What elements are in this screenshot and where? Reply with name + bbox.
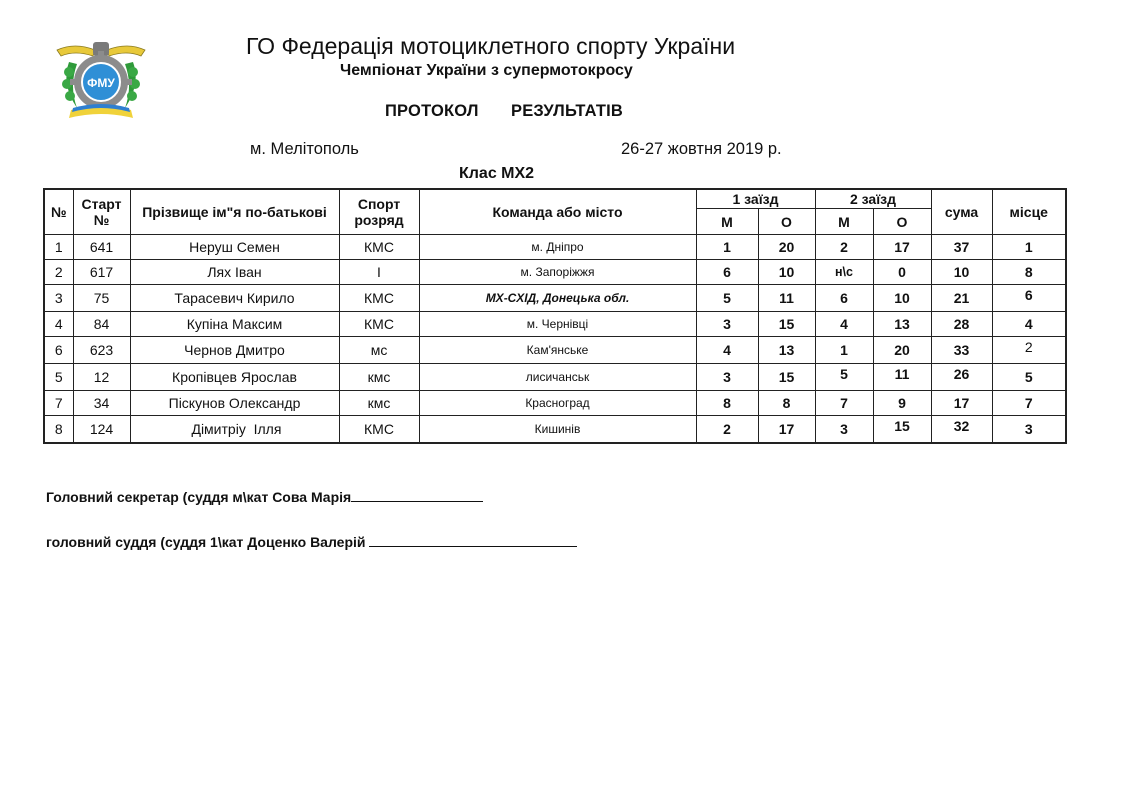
sport-rank: КМС — [339, 285, 419, 312]
rider-name: Тарасевич Кирило — [130, 285, 339, 312]
race1-points: 13 — [758, 337, 815, 364]
race1-points: 17 — [758, 416, 815, 444]
event-city: м. Мелітополь — [250, 140, 359, 158]
table-row — [44, 391, 1066, 416]
team: м. Чернівці — [419, 312, 696, 337]
judge-label: головний суддя (суддя 1\кат Доценко Валерій — [46, 534, 370, 550]
protocol-title: ПРОТОКОЛ РЕЗУЛЬТАТІВ — [385, 102, 624, 120]
svg-text:ФМУ: ФМУ — [87, 76, 115, 90]
sum: 26 — [931, 364, 992, 391]
start-number: 617 — [73, 260, 130, 285]
judge-signature — [46, 534, 577, 550]
col-race2-place: М — [815, 209, 873, 235]
race2-place: 1 — [815, 337, 873, 364]
final-place: 4 — [992, 312, 1066, 337]
secretary-label: Головний секретар (суддя м\кат Сова Марія — [46, 489, 352, 505]
start-number: 641 — [73, 235, 130, 260]
race1-points: 11 — [758, 285, 815, 312]
final-place: 6 — [992, 285, 1066, 312]
table-row — [44, 416, 1066, 444]
sport-rank: кмс — [339, 364, 419, 391]
col-race2-points: О — [873, 209, 931, 235]
team: лисичанськ — [419, 364, 696, 391]
rider-name: Піскунов Олександр — [130, 391, 339, 416]
race1-place: 6 — [696, 260, 758, 285]
organization-title: ГО Федерація мотоциклетного спорту України — [246, 33, 736, 59]
secretary-signature — [46, 489, 483, 505]
race1-place: 2 — [696, 416, 758, 444]
race2-points: 15 — [873, 416, 931, 444]
row-num: 2 — [44, 260, 73, 285]
table-row — [44, 235, 1066, 260]
col-race2: 2 заїзд — [815, 189, 931, 209]
rider-name: Купіна Максим — [130, 312, 339, 337]
row-num: 5 — [44, 364, 73, 391]
col-sum: сума — [931, 189, 992, 235]
race2-place: 3 — [815, 416, 873, 444]
col-start-line1: Старт — [81, 196, 122, 212]
final-place: 7 — [992, 391, 1066, 416]
sum: 32 — [931, 416, 992, 444]
final-place: 5 — [992, 364, 1066, 391]
col-team: Команда або місто — [419, 189, 696, 235]
col-rank-line2: розряд — [354, 212, 404, 228]
race1-points: 15 — [758, 312, 815, 337]
team: Кам'янське — [419, 337, 696, 364]
table-row — [44, 364, 1066, 391]
race2-points: 11 — [873, 364, 931, 391]
race2-points: 9 — [873, 391, 931, 416]
team: Кишинів — [419, 416, 696, 444]
sum: 21 — [931, 285, 992, 312]
col-race1-place: М — [696, 209, 758, 235]
rider-name: Кропівцев Ярослав — [130, 364, 339, 391]
sport-rank: КМС — [339, 312, 419, 337]
race2-place: 4 — [815, 312, 873, 337]
col-race1: 1 заїзд — [696, 189, 815, 209]
sport-rank: мс — [339, 337, 419, 364]
col-race1-points: О — [758, 209, 815, 235]
race2-points: 20 — [873, 337, 931, 364]
race1-place: 5 — [696, 285, 758, 312]
start-number: 623 — [73, 337, 130, 364]
race2-place: н\с — [815, 260, 873, 285]
race2-points: 13 — [873, 312, 931, 337]
final-place: 8 — [992, 260, 1066, 285]
sum: 28 — [931, 312, 992, 337]
start-number: 84 — [73, 312, 130, 337]
start-number: 124 — [73, 416, 130, 444]
results-table — [43, 188, 1067, 444]
race1-place: 8 — [696, 391, 758, 416]
race1-place: 4 — [696, 337, 758, 364]
col-rank — [339, 189, 419, 235]
rider-name: Неруш Семен — [130, 235, 339, 260]
row-num: 3 — [44, 285, 73, 312]
race2-place: 7 — [815, 391, 873, 416]
row-num: 6 — [44, 337, 73, 364]
row-num: 1 — [44, 235, 73, 260]
race1-points: 10 — [758, 260, 815, 285]
race1-points: 15 — [758, 364, 815, 391]
race2-points: 10 — [873, 285, 931, 312]
race2-place: 5 — [815, 364, 873, 391]
col-rank-line1: Спорт — [357, 196, 401, 212]
final-place: 2 — [992, 337, 1066, 364]
sum: 10 — [931, 260, 992, 285]
rider-name: Лях Іван — [130, 260, 339, 285]
race1-place: 1 — [696, 235, 758, 260]
signature-line — [369, 534, 577, 547]
rider-name: Дімитріу Ілля — [130, 416, 339, 444]
sum: 37 — [931, 235, 992, 260]
fmu-emblem-icon — [55, 36, 147, 128]
team: м. Дніпро — [419, 235, 696, 260]
row-num: 8 — [44, 416, 73, 444]
team: МХ-СХІД, Донецька обл. — [419, 285, 696, 312]
table-row — [44, 312, 1066, 337]
col-start-line2: № — [93, 212, 110, 228]
race2-points: 0 — [873, 260, 931, 285]
sum: 17 — [931, 391, 992, 416]
table-row — [44, 337, 1066, 364]
team: Красноград — [419, 391, 696, 416]
start-number: 75 — [73, 285, 130, 312]
row-num: 4 — [44, 312, 73, 337]
race2-place: 6 — [815, 285, 873, 312]
start-number: 12 — [73, 364, 130, 391]
race2-points: 17 — [873, 235, 931, 260]
final-place: 1 — [992, 235, 1066, 260]
class-label: Клас МХ2 — [459, 165, 535, 182]
race1-place: 3 — [696, 364, 758, 391]
sport-rank: КМС — [339, 416, 419, 444]
table-row — [44, 260, 1066, 285]
race1-points: 8 — [758, 391, 815, 416]
team: м. Запоріжжя — [419, 260, 696, 285]
row-num: 7 — [44, 391, 73, 416]
rider-name: Чернов Дмитро — [130, 337, 339, 364]
sport-rank: кмс — [339, 391, 419, 416]
col-place: місце — [992, 189, 1066, 235]
event-date: 26-27 жовтня 2019 р. — [621, 140, 782, 158]
table-row — [44, 285, 1066, 312]
sport-rank: І — [339, 260, 419, 285]
championship-title: Чемпіонат України з супермотокросу — [340, 62, 633, 79]
sport-rank: КМС — [339, 235, 419, 260]
race2-place: 2 — [815, 235, 873, 260]
start-number: 34 — [73, 391, 130, 416]
col-num: № — [44, 189, 73, 235]
col-start — [73, 189, 130, 235]
header-row — [44, 189, 1066, 209]
signature-line — [351, 489, 483, 502]
final-place: 3 — [992, 416, 1066, 444]
col-name: Прізвище ім"я по-батькові — [130, 189, 339, 235]
federation-logo — [55, 36, 147, 128]
race1-points: 20 — [758, 235, 815, 260]
sum: 33 — [931, 337, 992, 364]
race1-place: 3 — [696, 312, 758, 337]
